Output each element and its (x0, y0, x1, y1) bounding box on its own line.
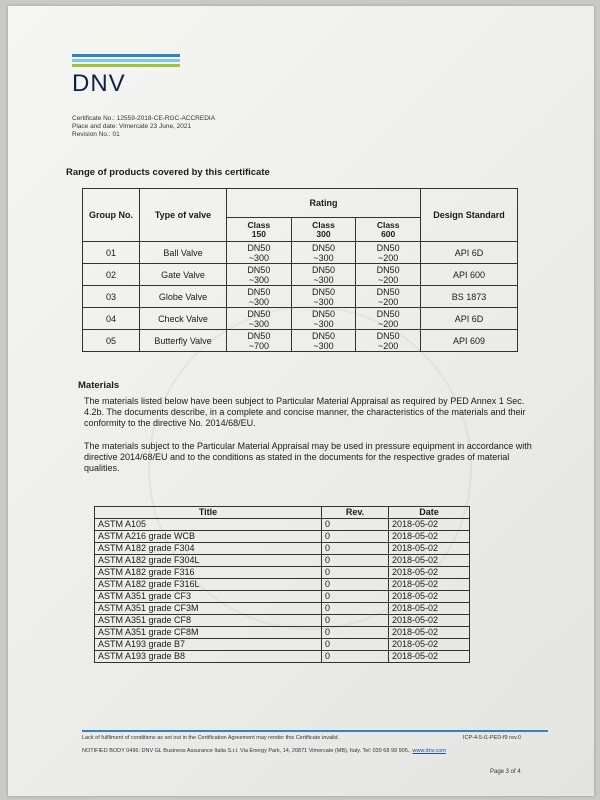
header-title: Title (95, 507, 322, 519)
range-row (83, 264, 518, 286)
header-class-150: Class 150 (227, 218, 292, 242)
material-title: ASTM A182 grade F316L (95, 579, 322, 591)
material-date: 2018-05-02 (389, 579, 470, 591)
material-rev: 0 (322, 591, 389, 603)
material-date: 2018-05-02 (389, 555, 470, 567)
certificate-info (72, 115, 215, 139)
table-row (95, 567, 470, 579)
table-row (95, 603, 470, 615)
class-600-range: DN50 ~200 (356, 330, 421, 352)
material-rev: 0 (322, 603, 389, 615)
table-row (95, 555, 470, 567)
table-row (95, 639, 470, 651)
table-row (95, 591, 470, 603)
range-row (83, 330, 518, 352)
footer-doc-code: ICP-4-5-i1-PED-f9 rev.0 (463, 735, 521, 741)
material-title: ASTM A105 (95, 519, 322, 531)
class-300-range: DN50 ~300 (291, 264, 356, 286)
material-title: ASTM A351 grade CF3M (95, 603, 322, 615)
material-rev: 0 (322, 579, 389, 591)
dnv-logo (72, 54, 180, 98)
material-rev: 0 (322, 543, 389, 555)
class-300-range: DN50 ~300 (291, 308, 356, 330)
class-600-range: DN50 ~200 (356, 286, 421, 308)
header-group: Group No. (83, 189, 140, 242)
materials-table (94, 506, 470, 663)
material-title: ASTM A351 grade CF8 (95, 615, 322, 627)
header-class-300: Class 300 (291, 218, 356, 242)
table-row (95, 543, 470, 555)
class-150-range: DN50 ~300 (227, 308, 292, 330)
material-title: ASTM A182 grade F316 (95, 567, 322, 579)
class-150-range: DN50 ~300 (227, 242, 292, 264)
materials-title: Materials (78, 380, 120, 391)
header-date: Date (389, 507, 470, 519)
material-title: ASTM A193 grade B8 (95, 651, 322, 663)
group-no: 03 (83, 286, 140, 308)
group-no: 04 (83, 308, 140, 330)
range-row (83, 242, 518, 264)
material-rev: 0 (322, 615, 389, 627)
revision-number: Revision No.: 01 (72, 131, 120, 138)
header-rating: Rating (227, 189, 421, 218)
footer-disclaimer: Lack of fulfilment of conditions as set out in the Certification Agreement may render this Certificate invalid. (82, 735, 340, 741)
table-row (95, 579, 470, 591)
class-300-range: DN50 ~300 (291, 330, 356, 352)
table-row (95, 615, 470, 627)
group-no: 05 (83, 330, 140, 352)
certificate-page (8, 6, 594, 796)
group-no: 01 (83, 242, 140, 264)
class-600-range: DN50 ~200 (356, 264, 421, 286)
class-150-range: DN50 ~700 (227, 330, 292, 352)
material-rev: 0 (322, 567, 389, 579)
table-row (95, 651, 470, 663)
material-date: 2018-05-02 (389, 639, 470, 651)
material-date: 2018-05-02 (389, 627, 470, 639)
valve-type: Globe Valve (140, 286, 227, 308)
class-300-range: DN50 ~300 (291, 286, 356, 308)
material-rev: 0 (322, 519, 389, 531)
valve-type: Gate Valve (140, 264, 227, 286)
logo-text: DNV (72, 70, 126, 97)
header-class-600: Class 600 (356, 218, 421, 242)
material-rev: 0 (322, 531, 389, 543)
material-rev: 0 (322, 651, 389, 663)
header-rev: Rev. (322, 507, 389, 519)
design-standard: API 6D (421, 308, 518, 330)
material-title: ASTM A351 grade CF3 (95, 591, 322, 603)
place-and-date: Place and date: Vimercate 23 June, 2021 (72, 123, 192, 130)
material-title: ASTM A351 grade CF8M (95, 627, 322, 639)
material-title: ASTM A193 grade B7 (95, 639, 322, 651)
header-design-standard: Design Standard (421, 189, 518, 242)
material-rev: 0 (322, 639, 389, 651)
class-150-range: DN50 ~300 (227, 286, 292, 308)
valve-type: Ball Valve (140, 242, 227, 264)
material-title: ASTM A182 grade F304L (95, 555, 322, 567)
class-300-range: DN50 ~300 (291, 242, 356, 264)
valve-type: Butterfly Valve (140, 330, 227, 352)
range-row (83, 308, 518, 330)
material-title: ASTM A182 grade F304 (95, 543, 322, 555)
materials-paragraph-1: The materials listed below have been subject to Particular Material Appraisal as required by PED Annex 1 Sec. 4.2b. The documents describe, in a complete and concise manner, the characteristics of the materials and their conformity to the directive No. 2014/68/EU. (84, 396, 526, 428)
table-row (95, 531, 470, 543)
design-standard: API 6D (421, 242, 518, 264)
material-date: 2018-05-02 (389, 531, 470, 543)
header-type: Type of valve (140, 189, 227, 242)
certificate-number: Certificate No.: 12559-2018-CE-RGC-ACCREDIA (72, 115, 216, 122)
notified-body-text: NOTIFIED BODY 0496: DNV GL Business Assurance Italia S.r.l. Via Energy Park, 14, 20871 Vimercate (MB), Italy. Tel: 039 68 99 905., (82, 748, 411, 754)
material-date: 2018-05-02 (389, 615, 470, 627)
material-date: 2018-05-02 (389, 567, 470, 579)
footer-divider (82, 730, 548, 732)
table-row (95, 627, 470, 639)
materials-paragraph-2: The materials subject to the Particular Material Appraisal may be used in pressure equipment in accordance with directive 2014/68/EU and to the conditions as stated in the documents for the respective grades of material qualities. (84, 441, 532, 473)
material-date: 2018-05-02 (389, 591, 470, 603)
material-rev: 0 (322, 627, 389, 639)
material-title: ASTM A216 grade WCB (95, 531, 322, 543)
material-date: 2018-05-02 (389, 651, 470, 663)
material-rev: 0 (322, 555, 389, 567)
class-600-range: DN50 ~200 (356, 308, 421, 330)
class-150-range: DN50 ~300 (227, 264, 292, 286)
design-standard: BS 1873 (421, 286, 518, 308)
website-link[interactable]: www.dnv.com (412, 748, 446, 754)
page-number: Page 3 of 4 (490, 769, 521, 775)
design-standard: API 609 (421, 330, 518, 352)
group-no: 02 (83, 264, 140, 286)
range-table (82, 188, 518, 352)
table-row (95, 519, 470, 531)
material-date: 2018-05-02 (389, 519, 470, 531)
material-date: 2018-05-02 (389, 543, 470, 555)
valve-type: Check Valve (140, 308, 227, 330)
footer-notified-body (82, 748, 446, 754)
range-section-title: Range of products covered by this certificate (66, 167, 270, 178)
design-standard: API 600 (421, 264, 518, 286)
range-row (83, 286, 518, 308)
class-600-range: DN50 ~200 (356, 242, 421, 264)
material-date: 2018-05-02 (389, 603, 470, 615)
